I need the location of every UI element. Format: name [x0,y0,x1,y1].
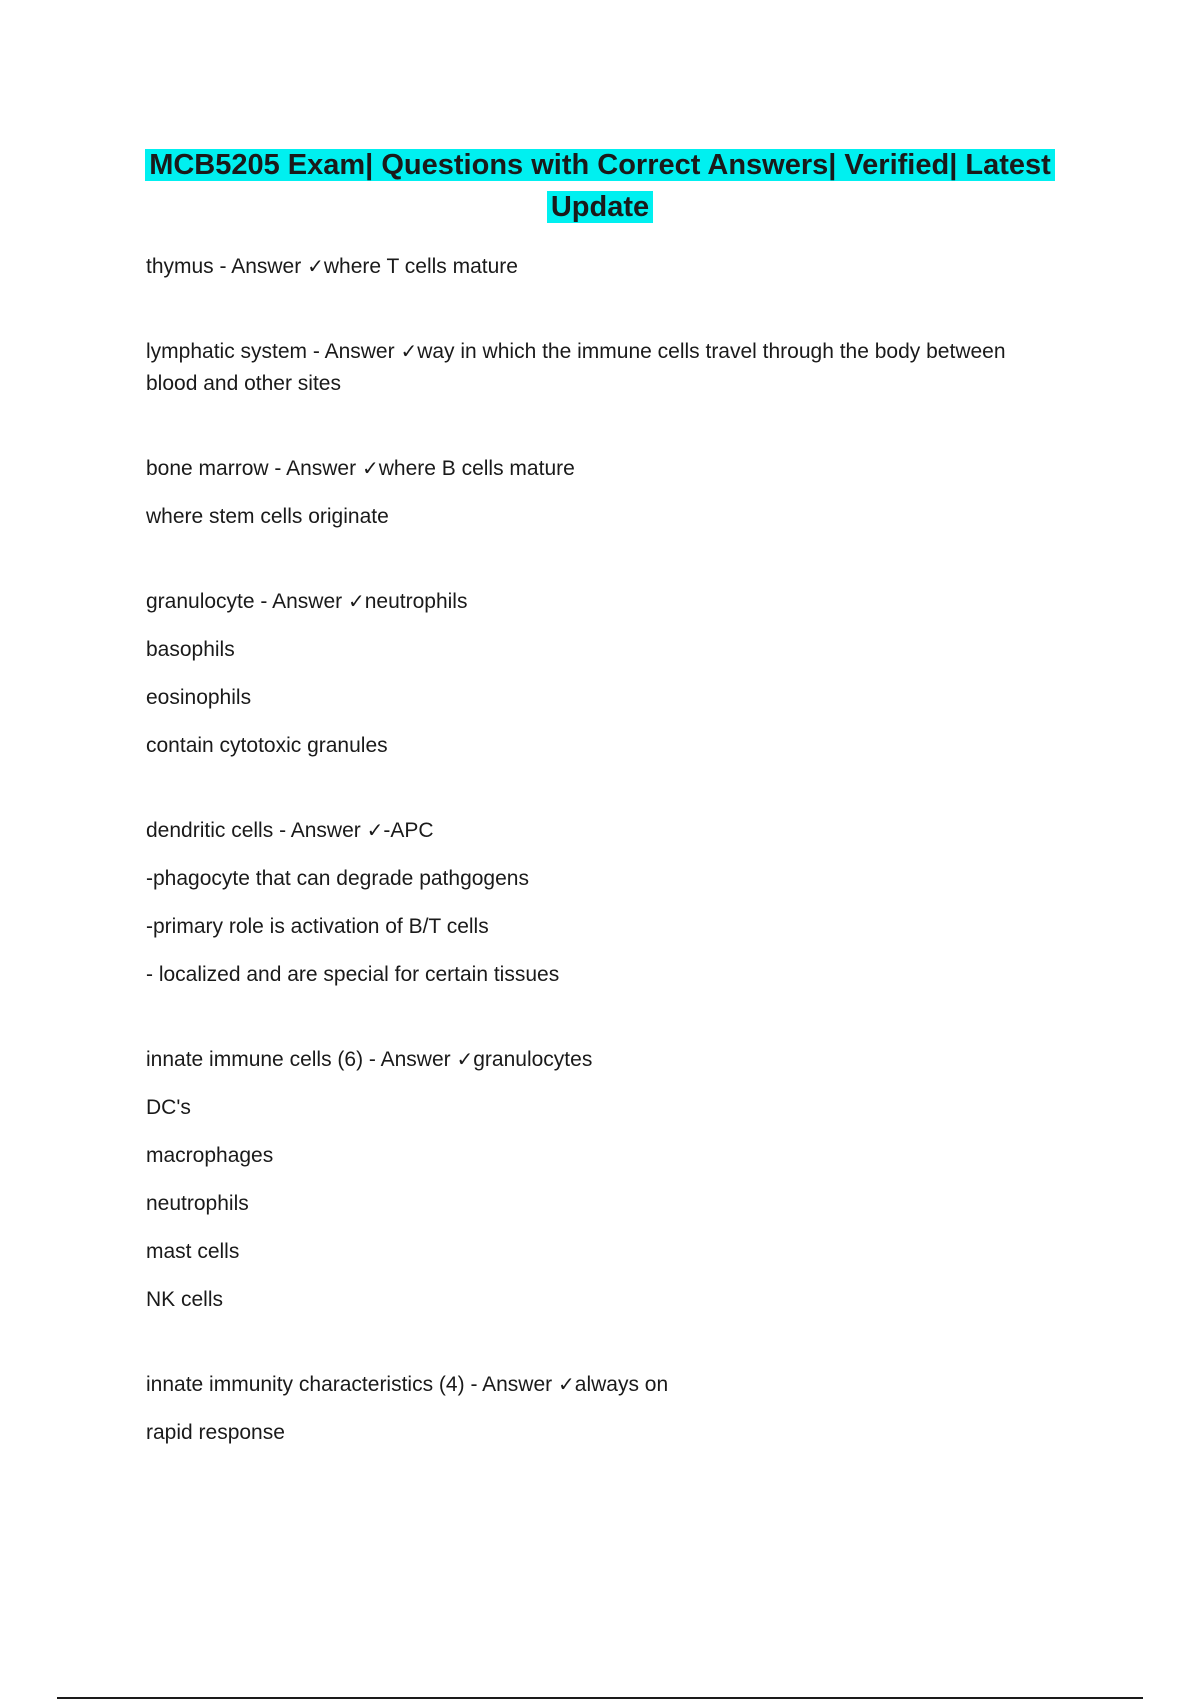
qa-answer: always on [574,1373,669,1396]
qa-term: innate immune cells (6) [146,1048,364,1071]
answer-marker: Answer [286,457,357,480]
answer-marker: Answer [482,1373,553,1396]
qa-question-line: dendritic cells - Answer ✓-APC [146,818,434,842]
qa-entry [146,452,1046,533]
checkmark-icon: ✓ [347,589,365,613]
qa-entry [146,250,1046,283]
checkmark-icon: ✓ [456,1047,474,1071]
title-highlight: MCB5205 Exam| Questions with Correct Answers| Verified| Latest Update [145,149,1055,223]
qa-answer-line: rapid response [146,1421,285,1444]
qa-entry [146,1368,1046,1449]
qa-answer: way in which the immune cells travel through the body between blood and other sites [146,340,1006,395]
qa-term: innate immunity characteristics (4) [146,1373,465,1396]
checkmark-icon: ✓ [361,456,379,480]
answer-marker: Answer [290,819,361,842]
qa-answer: neutrophils [364,590,468,613]
checkmark-icon: ✓ [366,818,384,842]
qa-term: bone marrow [146,457,269,480]
qa-question-line: bone marrow - Answer ✓where B cells mature [146,456,575,480]
qa-answer-line: NK cells [146,1288,224,1311]
document-title [110,144,1090,228]
answer-marker: Answer [324,340,395,363]
qa-entry [146,1043,1046,1316]
qa-question-line: thymus - Answer ✓where T cells mature [146,254,518,278]
checkmark-icon: ✓ [307,254,324,278]
answer-marker: Answer [380,1048,451,1071]
qa-answer: where T cells mature [323,255,518,278]
qa-term: thymus [146,255,214,278]
qa-term: granulocyte [146,590,255,613]
qa-term: lymphatic system [146,340,308,363]
qa-entry [146,814,1046,991]
qa-answer-line: basophils [146,638,235,661]
qa-entry [146,335,1046,400]
qa-term: dendritic cells [146,819,274,842]
qa-answer-line: neutrophils [146,1192,249,1215]
qa-answer: -APC [383,819,434,842]
answer-marker: Answer [272,590,343,613]
qa-question-line: innate immune cells (6) - Answer ✓granulocytes [146,1047,593,1071]
qa-answer-line: macrophages [146,1144,274,1167]
qa-answer-line: DC's [146,1096,191,1119]
qa-answer: granulocytes [473,1048,593,1071]
qa-list [146,250,1046,1501]
qa-answer-line: where stem cells originate [146,505,389,528]
qa-answer-line: mast cells [146,1240,240,1263]
qa-question-line: innate immunity characteristics (4) - Answer ✓always on [146,1372,669,1396]
checkmark-icon: ✓ [400,339,418,363]
qa-question-line: granulocyte - Answer ✓neutrophils [146,589,468,613]
qa-answer-line: - localized and are special for certain tissues [146,963,560,986]
qa-entry [146,585,1046,762]
qa-answer-line: -phagocyte that can degrade pathgogens [146,867,529,890]
qa-answer-line: -primary role is activation of B/T cells [146,915,489,938]
qa-answer-line: eosinophils [146,686,252,709]
qa-question-line: lymphatic system - Answer ✓way in which the immune cells travel through the body between blood and other sites [146,339,1006,395]
answer-marker: Answer [231,255,302,278]
qa-answer-line: contain cytotoxic granules [146,734,388,757]
checkmark-icon: ✓ [558,1372,575,1396]
qa-answer: where B cells mature [378,457,575,480]
footer-divider [57,1697,1143,1699]
